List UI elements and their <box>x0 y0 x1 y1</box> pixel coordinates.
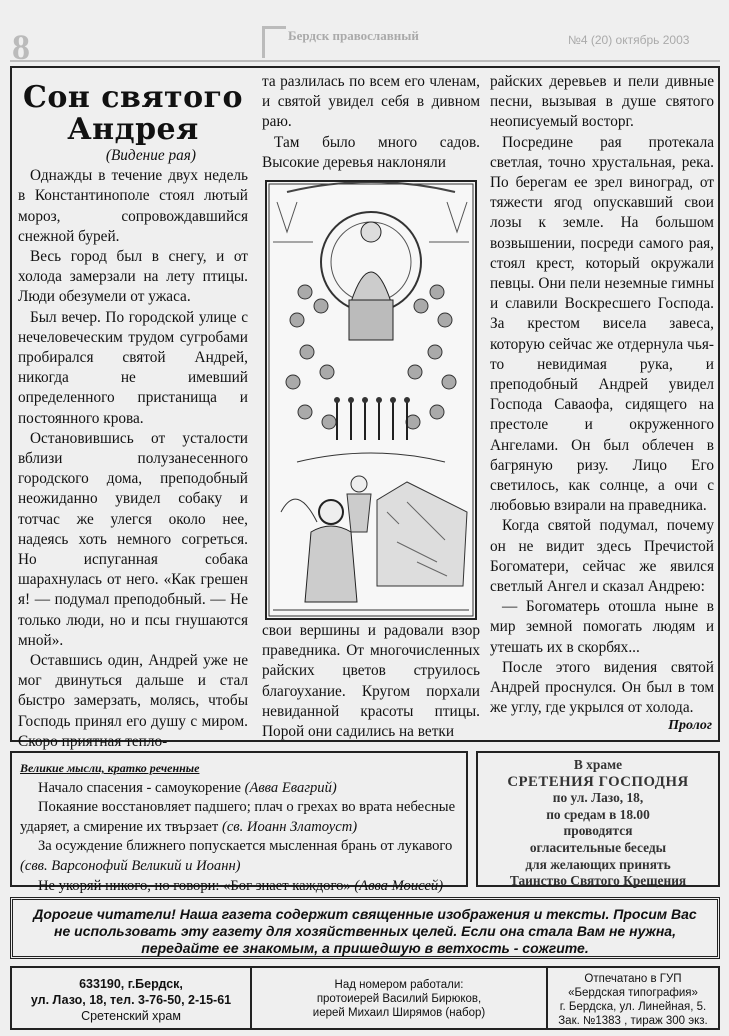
staff-line: Над номером работали: <box>334 979 464 991</box>
article-subtitle: (Видение рая) <box>105 147 196 164</box>
article-source: Пролог <box>668 718 712 733</box>
article-box <box>10 66 720 750</box>
issue-info: №4 (20) октябрь 2003 <box>568 33 690 47</box>
temple-line: огласительные беседы <box>529 839 667 855</box>
temple-line: по ул. Лазо, 18, <box>552 790 644 806</box>
paragraph: Однажды в течение двух недель в Константинополе стоял лютый мороз, сопровождавшийся снежной бурей. <box>18 167 248 245</box>
footer-address <box>12 968 252 1028</box>
paragraph: Оставшись один, Андрей уже не мог двинуться дальше и стал быстро замерзать, молясь, чтобы Господь принял его душу с миром. Скоро приятная тепло- <box>18 652 248 750</box>
paragraph: свои вершины и радовали взор праведника. От многочисленных райских цветов струилось благоухание. Кругом порхали невиданной красоты птицы. Порой они садились на ветки <box>262 622 480 741</box>
paragraph: райских деревьев и пели дивные песни, вызывая в душе святого неописуемый восторг. <box>490 73 714 131</box>
paragraph: Там было много садов. Высокие деревья наклоняли <box>262 133 480 171</box>
address-line: 633190, г.Бердск, <box>79 977 183 991</box>
article-column-1 <box>18 82 248 752</box>
quote-text: За осуждение ближнего попускается мысленная брань от лукавого <box>38 838 453 855</box>
paragraph: та разлилась по всем его членам, и святой увидел себя в дивном раю. <box>262 73 480 131</box>
quote <box>20 779 458 799</box>
staff-line: протоиерей Василий Бирюков, <box>316 993 482 1005</box>
print-line: г. Бердска, ул. Линейная, 5. <box>559 1001 707 1013</box>
quote-text: Не укоряй никого, но говори: «Бог знает каждого» <box>38 877 355 894</box>
paragraph: Когда святой подумал, почему он не видит здесь Пречистой Богоматери, сейчас же явился светлый Ангел и сказал Андрею: <box>490 517 714 596</box>
staff-line: иерей Михаил Ширямов (набор) <box>312 1007 486 1019</box>
quote-text: Начало спасения - самоукорение <box>38 779 245 796</box>
address-line: ул. Лазо, 18, тел. 3-76-50, 2-15-61 <box>30 993 232 1007</box>
page-header <box>0 0 729 67</box>
temple-line: по средам в 18.00 <box>546 806 650 822</box>
paragraph: Был вечер. По городской улице с нечеловеческим трудом сугробами пробирался святой Андрей, никогда не имевший определенного пристанища и постоянного крова. <box>18 308 248 427</box>
print-line: «Бердская типография» <box>568 987 698 999</box>
article-column-2-top <box>262 72 480 173</box>
quote-text: Покаяние восстановляет падшего; плач о грехах во врата небесные ударяет, а смирение их твързает <box>20 799 456 835</box>
quote-author: (свв. Варсонофий Великий и Иоанн) <box>20 857 241 874</box>
quote-author: (св. Иоанн Златоуст) <box>221 818 358 835</box>
footer <box>10 966 720 1030</box>
paragraph: — Богоматерь отошла ныне в мир земной помогать людям и утешать их в скорбях... <box>490 598 714 656</box>
quote <box>20 798 458 837</box>
paragraph: После этого видения святой Андрей проснулся. Он был в том же углу, где укрылся от холода. <box>490 658 714 717</box>
temple-line: для желающих принять <box>525 856 671 872</box>
quote <box>20 837 458 876</box>
heaven-vision-icon <box>267 182 475 618</box>
icon-illustration <box>265 180 477 620</box>
newspaper-name: Бердск православный <box>288 28 419 43</box>
print-line: Отпечатано в ГУП <box>584 973 682 985</box>
temple-announcement <box>476 751 720 887</box>
paragraph: Весь город был в снегу, и от холода замерзали на лету птицы. Люди обезумели от ужаса. <box>18 248 248 306</box>
quote-author: (Авва Евагрий) <box>244 779 337 796</box>
footer-printing <box>548 968 718 1028</box>
article-title: Сон святого Андрея <box>22 80 244 147</box>
quote-author: (Авва Моисей) <box>354 877 444 894</box>
article-column-3 <box>490 72 714 719</box>
great-thoughts-title: Великие мысли, кратко реченные <box>20 761 200 775</box>
address-line: Сретенский храм <box>81 1009 181 1023</box>
header-divider <box>10 60 720 62</box>
temple-line: проводятся <box>563 823 633 839</box>
page-number: 8 <box>12 27 30 67</box>
print-line: Зак. №1383 , тираж 300 экз. <box>558 1015 708 1027</box>
paragraph: Посредине рая протекала светлая, точно хрустальная, река. По берегам ее зрел виноград, от тяжести ягод опускавший свои лозы к земле. На большом возвышении, посреди самого рая, стоял крест, который окружали певцы. Они пели неземные гимны и славили Воскресшего Господа. За крестом висела завеса, которую сейчас же отдернула чья-то невидимая рука, и преподобный Андрей увидел Господа Саваофа, сидящего на престоле и окруженного Ангелами. Он был облечен в багряную ризу. Лицо Его светилось, как солнце, а очи с любовью взирали на праведника. <box>490 133 714 515</box>
temple-line: В храме <box>573 757 623 772</box>
temple-name: СРЕТЕНИЯ ГОСПОДНЯ <box>507 773 689 790</box>
article-column-2-bottom <box>262 621 480 742</box>
quote <box>20 877 458 897</box>
paragraph: Остановившись от усталости вблизи полузанесенного городского дома, преподобный неожиданно увидел собаку и тотчас же улегся около нее, надеясь хоть немного согреться. Но испуганная собака шарахнулась от него. «Как грешен я! — подумал преподобный. — Не только люди, но и псы гнушаются мной». <box>18 429 248 649</box>
readers-notice: Дорогие читатели! Наша газета содержит священные изображения и тексты. Просим Вас не использовать эту газету для хозяйственных целей. Если она стала Вам не нужна, передайте ее знакомым, а пришедшую в ветхость - сожгите. <box>10 897 720 959</box>
great-thoughts-box <box>10 751 468 894</box>
footer-staff <box>252 968 548 1028</box>
newspaper-logo-icon <box>262 26 286 58</box>
temple-line: Таинство Святого Крещения <box>509 873 687 889</box>
